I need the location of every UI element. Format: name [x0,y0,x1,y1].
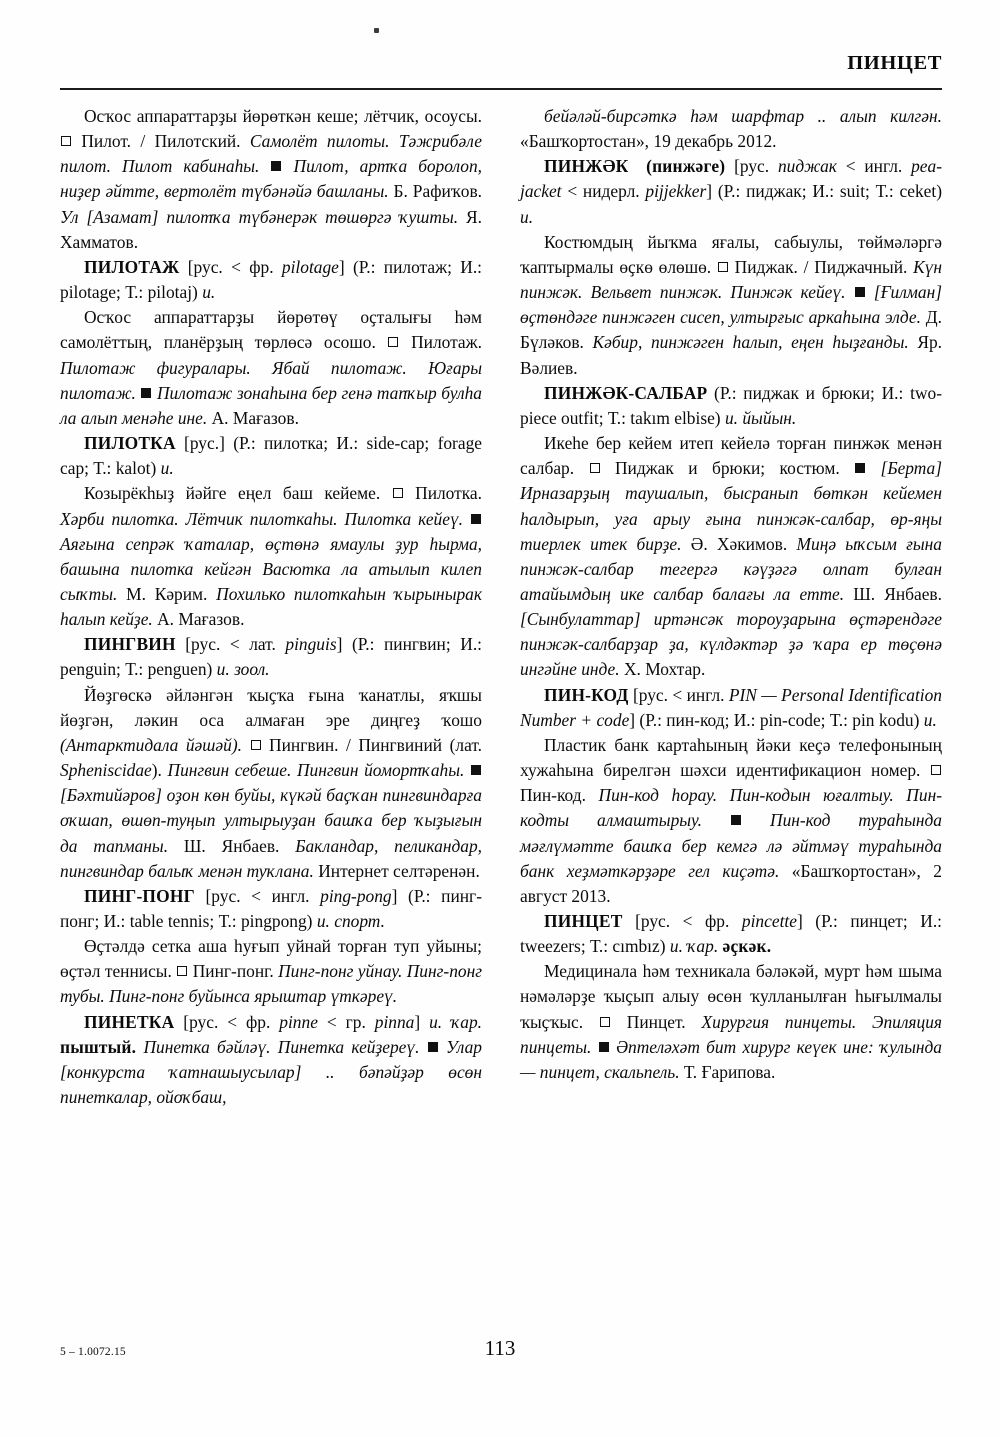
body-text: Костюмдың йыҡма яғалы, сабыулы, төймәләргә ҡаптырмалы өҫкө өлөшө. [520,231,942,277]
filled-square-marker [855,463,865,473]
body-text: [рус. [725,156,778,177]
italic-text: pincette [741,911,797,931]
entry-continuation [520,104,942,154]
headword: ПИНГ-ПОНГ [84,885,195,906]
column-left [60,104,482,1312]
italic-text: и. спорт. [316,911,385,931]
italic-text: и. ҡар. [669,936,723,957]
body-text: < ингл. [836,156,912,177]
italic-text: [Ғилман] өҫтөндәге пинжәген сисеп, ултырғыс аркаһына элде. [520,282,942,328]
italic-text: Аяғына сепрәк ҡаталар, өҫтөнә ямаулы ҙур һырма, башына пилотка кейгән Васютка ла атылып килеп сыҡты. [60,533,482,604]
italic-text: pijjekker [645,181,707,202]
body-text: Пиджак. / Пиджачный. [728,256,914,277]
bold-text: пыштый. [60,1036,137,1057]
italic-text: Хирургия пинцеты. Эпиляция пинцеты. [520,1011,942,1057]
italic-text: ping-pong [320,885,392,906]
filled-square-marker [599,1042,609,1052]
body-text: (Р.: пиджак и брюки; И.: two-piece outfit; Т.: takım elbise) [520,382,942,428]
italic-text: и. йыйын. [724,407,797,428]
italic-text: и. зоол. [216,659,270,680]
body-text: [рус. < ингл. [628,684,729,705]
body-text: Пиджак и брюки; костюм. [600,458,855,479]
body-text: ). [151,760,168,781]
headword: ПИНГВИН [84,634,176,655]
body-text [136,383,141,403]
header-rule [60,88,942,90]
body-text: [рус. < фр. [622,911,742,931]
signature-mark: 5 – 1.0072.15 [60,1346,126,1358]
body-text [419,1037,426,1057]
filled-square-marker [271,161,281,171]
italic-text: Ул [Азамат] пилотҡа түбәнерәк төшөргә ҡушты. [60,206,459,227]
open-square-marker [590,463,600,473]
body-text: Пингвин. / Пингвиний (лат. [261,734,482,755]
italic-text: [Берта] Ирназарҙың таушалып, бысранып бөткән кейемен һалдырып, уға арыу ғына пинжәк-салбар, өр-яңы тиерлек итек бирҙе. [520,458,942,554]
body-text [845,282,853,302]
italic-text: pinna [374,1011,415,1032]
italic-text: пиджак [777,156,837,177]
column-right [520,104,942,1312]
body-text: ] (Р.: пинг-понг; И.: table tennis; Т.: pingpong) [60,885,482,931]
body-text: Ш. Янбаев. [168,835,296,856]
body-text: Ә. Хәкимов. [681,533,797,554]
body-text [463,509,470,529]
open-square-marker [177,966,187,976]
italic-text: Spheniscidae [60,760,152,781]
body-text: Б. Рафиҡов. [388,181,482,202]
body-text: ] (Р.: пин-код; И.: pin-code; Т.: pin kodu) [629,709,924,730]
body-text: [рус.] (Р.: пилотка; И.: side-cap; forage cap; Т.: kalot) [60,433,482,479]
body-text: Х. Мохтар. [619,659,706,680]
body-text: Осҡос аппараттарҙы йөрөткән кеше; лётчик, осоусы. [84,106,482,126]
entry-definition [60,934,482,1009]
headword: ПИЛОТАЖ [84,256,180,277]
italic-text: Кәбир, пинжәген һалып, еңен һыҙғанды. [592,332,909,353]
body-text: Интернет селтәренән. [313,860,480,881]
dictionary-entry-head [60,1010,482,1111]
body-text: Пилотаж. [399,332,482,353]
body-text: [рус. < фр. [179,256,282,277]
dictionary-entry-head [60,431,482,481]
body-text [702,810,730,830]
entry-continuation [60,104,482,255]
filled-square-marker [428,1042,438,1052]
body-text: Пластик банк картаһының йәки кеҫә телефонының хужаһына бирелгән шәхси идентификацион номер. [520,734,942,781]
italic-text: бейәләй-бирсәткә һәм шарфтар .. алып килгән. [544,106,942,126]
headword: ПИНЖӘК-САЛБАР [544,382,708,403]
body-text: < нидерл. [561,181,646,202]
entry-definition [520,733,942,909]
body-text: Я. Хамматов. [60,206,482,252]
italic-text: Пингвин себеше. Пингвин йомортҡаһы. [167,760,465,781]
body-text: Яр. Вәлиев. [520,332,942,378]
headword: ПИНЕТКА [84,1011,175,1032]
italic-text: [Сынбулаттар] иртәнсәк тороуҙарына өҫтәрендәге пинжәк-салбарҙар ҙа, күлдәктәр ҙә ҡара ер төҫөнә ингәйне инде. [520,609,942,680]
filled-square-marker [471,765,481,775]
body-text: ] (Р.: пилотаж; И.: pilotage; Т.: pilotaj) [60,256,482,303]
body-text: ] (Р.: пиджак; И.: suit; Т.: ceket) [706,181,942,202]
italic-text: pinguis [285,634,337,655]
dictionary-entry-head [60,255,482,305]
italic-text: Самолёт пилоты. Тәжрибәле пилот. Пилот кабинаһы. [60,131,482,177]
italic-text: Пинетка бәйләү. Пинетка кейҙереү. [143,1036,420,1057]
body-text: [рус. < фр. [174,1011,280,1032]
body-text: Медицинала һәм техникала бәләкәй, мурт һәм шыма нәмәләрҙе ҡыҫып алыу өсөн ҡулланылған һығылмалы ҡыҫҡыс. [520,961,942,1032]
scan-speck-artifact [374,28,379,33]
body-text [242,735,250,755]
entry-definition [520,431,942,683]
body-text: < гр. [317,1011,375,1032]
headword: ПИЛОТКА [84,433,176,454]
entry-definition [60,683,482,884]
open-square-marker [600,1017,610,1027]
italic-text: и. ҡар. [429,1011,483,1032]
body-text: «Башҡортостан», 2 август 2013. [520,860,942,906]
entry-definition [60,305,482,431]
italic-text: pilotage [281,256,339,277]
body-text: [рус. < ингл. [194,885,321,906]
italic-text: Улар [конкурста ҡатнашыусылар] .. бәпәйҙәр өсөн пинеткалар, ойоҡбаш, [60,1036,482,1108]
body-text: Икеһе бер кейем итеп кейелә торған пинжәк менән салбар. [520,433,942,479]
italic-text: Хәрби пилотка. Лётчик пилоткаһы. Пилотка кейеү. [60,508,463,529]
headword: ПИНЖӘК [544,156,629,177]
open-square-marker [718,262,728,272]
headword-spacer [628,156,646,176]
headword: ПИНЦЕТ [544,911,623,931]
body-text [259,156,270,176]
open-square-marker [393,488,403,498]
body-text: А. Мағазов. [152,609,245,630]
body-text: ] [414,1011,430,1032]
body-text: Пилотка. [403,483,482,504]
open-square-marker [251,740,261,750]
italic-text: Пинг-понг уйнау. Пинг-понг тубы. Пинг-понг буйынса ярыштар үткәреү. [60,961,482,1007]
dictionary-entry-head [60,884,482,934]
entry-definition [520,230,942,381]
bold-text: әҫкәк. [722,936,772,957]
body-text: Ш. Янбаев. [844,583,942,604]
italic-text: Пилотаж фигуралары. Ябай пилотаж. Юғары пилотаж. [60,357,482,403]
italic-text: и. [202,282,216,303]
body-text: Д. Бүләков. [520,307,943,353]
dictionary-entry-head [520,683,942,733]
italic-text: Күн пинжәк. Вельвет пинжәк. Пинжәк кейеү. [520,256,942,303]
running-head: ПИНЦЕТ [847,52,942,74]
italic-text: Пин-код тураһында мәғлүмәтте башҡа бер кемгә лә әйтмәү тураһында банк хеҙмәткәрҙәре гел киҫәтә. [520,810,942,881]
page-number: 113 [484,1336,516,1360]
filled-square-marker [855,287,865,297]
filled-square-marker [471,514,481,524]
open-square-marker [388,337,398,347]
body-text: Пинг-понг. [188,961,279,982]
body-text: [рус. < лат. [175,634,286,655]
body-text: Пилот. / Пилотский. [72,131,250,152]
dictionary-entry-head [520,154,942,229]
body-text [464,760,470,780]
entry-definition [520,959,942,1085]
body-text: Өҫтәлдә сетка аша һуғып уйнай торған туп уйыны; өҫтәл теннисы. [60,936,482,982]
italic-text: Бакландар, пеликандар, пингвиндар балыҡ менән туҡлана. [60,835,482,881]
open-square-marker [931,765,941,775]
body-text: ] (Р.: пингвин; И.: penguin; Т.: penguen) [60,634,482,680]
italic-text: Похилько пилоткаһын ҡырынырак һалып кейҙе. [60,583,482,630]
italic-text: и. [160,458,174,479]
body-text: Осҡос аппараттарҙы йөрөтөү оҫталығы һәм самолёттың, планёрҙың төрлөсә осошо. [60,307,482,353]
body-text: М. Кәрим. [117,583,217,604]
headword: ПИН-КОД [544,684,629,705]
italic-text: Пилот, артҡа боролоп, ниҙер әйтте, вертолёт түбәнәйә башланы. [60,156,483,202]
body-text: Йөҙгөскә әйләнгән ҡыҫҡа ғына ҡанатлы, яҡшы йөҙгән, ләкин оса алмаған эре диңгеҙ ҡошо [60,684,482,730]
entry-definition [60,481,482,632]
italic-text: и. [520,206,534,227]
italic-text: Пилотаж зонаһына бер генә тапҡыр булһа ла алып менәһе ине. [60,382,482,428]
italic-text: pinne [279,1011,318,1032]
dictionary-entry-head [520,381,942,431]
filled-square-marker [731,815,741,825]
two-column-body [60,104,942,1312]
body-text: Пин-код. [520,785,599,806]
body-text: «Башҡортостан», 19 декабрь 2012. [520,131,777,152]
italic-text: Миңә ыҡсым ғына пинжәк-салбар тегергә кәүҙәгә олпат булған атайымдың ике салбар балағы ла етте. [520,533,943,604]
dictionary-entry-head [520,909,942,959]
body-text: Т. Ғарипова. [679,1061,776,1082]
body-text: Козырёкһыҙ йәйге еңел баш кейеме. [84,483,392,504]
italic-text: и. [923,709,937,730]
italic-text: pea-jacket [520,156,942,202]
italic-text: Пин-код һорау. Пин-кодын юғалтыу. Пин-кодты алмаштырыу. [520,785,942,831]
body-text: А. Мағазов. [207,407,299,428]
open-square-marker [61,136,71,146]
italic-text: [Бәхтийәров] оҙон көн буйы, күкәй баҫҡан пингвиндарға оҡшап, өшөп-туңып ултырыуҙан башҡа бер ҡыҙығын да тапманы. [60,785,482,856]
body-text: Пинцет. [610,1011,702,1032]
body-text: ] (Р.: пинцет; И.: tweezers; Т.: cımbız) [520,911,943,957]
body-text [591,1037,597,1057]
filled-square-marker [141,388,151,398]
headword-inflected-form: (пинжәге) [646,156,726,177]
italic-text: PIN — Personal Identification Number + code [520,684,942,730]
italic-text: Әптеләхәт бит хирург кеүек ине: ҡулында — пинцет, скальпель. [520,1036,942,1082]
italic-text: (Антарктидала йәшәй). [60,734,242,755]
dictionary-entry-head [60,632,482,682]
